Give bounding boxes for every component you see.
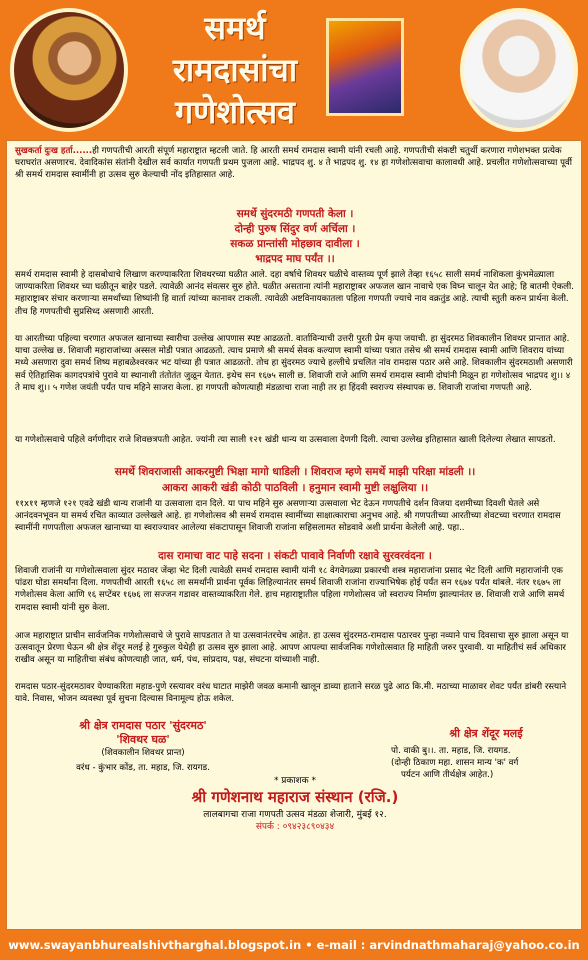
- verse2-line-2: आकरा आकरी खंडी कोठी पाठविली । हनुमान स्वामी मुष्टी लक्षुलिया ।।: [161, 482, 429, 494]
- paragraph-8: रामदास पठार-सुंदरमठावर येण्याकरिता महाड-पुणे रस्त्यावर वरंध घाटात माझेरी जवळ कमानी खालून डाव्या हाताने सरळ पुढे आठ कि.मी. मठाच्या माळावर शेवट पर्यंत डांबरी रस्त्याने यावे. निवास, भोजन व्यवस्था पूर्व सुचना दिल्यास विनामूल्य होऊ शकेल.: [15, 682, 567, 705]
- website-link[interactable]: www.swayanbhurealshivtharghal.blogspot.in: [8, 938, 302, 952]
- signature-right-name: श्री क्षेत्र शेंदूर मलई: [449, 727, 523, 740]
- verse1-line-2: दोन्ही पुरुष सिंदुर वर्ण अर्चिला ।: [234, 223, 356, 235]
- signature-left-address: वरंध - कुंभार कोंड, ता. महाड, जि. रायगड.: [76, 763, 210, 773]
- paragraph-4: या गणेशोत्सवाचे पहिले वर्गणीदार राजे शिवछत्रपती आहेत. ज्यांनी त्या साली १२१ खंडी धान्य या उत्सवाला देणगी दिली. त्याचा उल्लेख इतिहासात खाली दिलेल्या लेखात सापडतो.: [15, 435, 556, 445]
- intro-text: ही गणपतीची आरती संपूर्ण महाराष्ट्रात म्हटली जाते. हि आरती समर्थ रामदास स्वामी यांनी रचली आहे. गणपतीची संकष्टी चतुर्थी करणारा गणेशभक्त प्रत्येक घराघरांत असणारच. देवादिकांस संतांनी देखील सर्व कार्यात गणपती प्रथम पुजला आहे. भाद्रपद शु. ४ ते भाद्रपद शु. १४ हा गणेशोत्सवाचा कालावधी आहे. प्रचलीत गणेशोत्सवाच्या पूर्वी श्री समर्थ रामदास स्वामींनी हा उत्सव सुरु केल्याची नोंद इतिहासात आहे.: [15, 146, 572, 181]
- paragraph-3: या आरतीच्या पहिल्या चरणात अफजल खानाच्या स्वारीचा उल्लेख आपणास स्पष्ट आढळतो. वार्ताविन्याची उत्तरी पुरती प्रेम कृपा जयाची. हा सुंदरमठ शिवकालीन शिवथर प्रान्तात आहे. याचा उल्लेख छ. शिवाजी महाराजांच्या अस्सल मोडी पत्रात आढळतो. त्याच प्रमाणे श्री समर्थ सेवक कल्याण स्वामी यांच्या पत्रात तसेच श्री समर्थ रामदास स्वामी आणि शिवराय यांच्या मध्ये असणारा दुवा समर्थ शिष्य महाबळेश्वरकर भट यांच्या ही पत्रात आढळतो. तोच हा सुंदरमठ ज्याचे हल्लीचे प्रचलित नांव रामदास पठार असे आहे. शिवकालीन सुंदरमठाशी असणारी सर्व ऐतिहासिक कागदपत्रांचे पुरावे या स्थानाशी तंतोतंत जुळून येतात. इथेच सन १६७५ साली छ. शिवाजी राजे आणि समर्थ रामदास स्वामी दोघांनी मिळून हा गणेशोत्सव भाद्रपद शु।। ४ ते माघ शु।। ५ गणेश जयंती पर्यंत पाच महिने साजरा केला. हा गणपती कोणत्याही मंडळाचा राजा नाही तर हा हिंदवी स्वराज्य संस्थापक छ. शिवाजी राजांचा गणपती आहे.: [15, 334, 573, 393]
- publisher-contact: संपर्क : ०९४२३८९०४३४: [255, 822, 335, 832]
- intro-paragraph: [15, 145, 575, 182]
- signature-left: [33, 719, 253, 774]
- bullet-separator: •: [305, 938, 317, 952]
- verse1-line-1: समर्थे सुंदरमठी गणपती केला ।: [236, 208, 354, 220]
- content-panel: [6, 140, 582, 930]
- paragraph-2: समर्थ रामदास स्वामी हे दासबोधाचे लिखाण करण्याकरिता शिवथरच्या घळीत आले. दहा वर्षाचे शिवथर घळीचे वास्तव्य पूर्ण झाले तेव्हा १६५८ साली समर्थ नाशिकला कुंभमेळ्याला जाण्याकरिता शिवथर च्या घळीतून बाहेर पडले. त्यावेळी आनंद संवत्सर सुरु होते. घळीत असताना त्यांनी महाराष्ट्राबर अफजल खान नावाचे एक विघ्न चालून येत आहे; हि बातमी ऐकली. महाराष्ट्राबर संचार करणाऱ्या समर्थांच्या शिष्यांनी हि वार्ता त्यांच्या कानावर टाकली. त्यावेळी अष्टविनायकातला पहिला गणपती ज्याचे नाव वक्रतुंड आहे. त्याची स्तुती करुन प्रार्थना केली. तीच हि गणपतीची सुप्रसिध्द असणारी आरती.: [15, 270, 574, 317]
- publisher-address: लालबागचा राजा गणपती उत्सव मंडळा शेजारी, मुंबई १२.: [203, 810, 387, 820]
- footer-bar: [0, 930, 588, 960]
- maharaj-portrait-image: [460, 8, 578, 132]
- shivaji-portrait-image: [10, 8, 128, 132]
- signature-left-name: श्री क्षेत्र रामदास पठार 'सुंदरमठ': [79, 719, 207, 732]
- signature-right: [391, 727, 581, 781]
- paragraph-5: ११x११ म्हणजे १२१ एवढे खंडी धान्य राजांनी या उत्सवाला दान दिले. या पाच महिने सुरु असणाऱ्या उत्सवाला भेट देऊन गणपतीचे दर्शन विजया दशमीच्या दिवशी घेतले असे आनंदवनभूवन या समर्थ रचित काव्यात उल्लेखले आहे. हा गणेशोत्सव श्री समर्थ रामदास स्वामींच्या साक्षात्काराचा अनुभव आहे. श्री गणपतीच्या आरतीच्या शेवटच्या चरणात रामदास स्वामींनी गणपतीला अफजल खानाच्या या स्वराज्यावर आलेल्या संकटापासून शिवाजी राजांना सहिसलामत सोडवावे अशी प्रार्थना केलेली आहे. पहा..: [15, 499, 561, 534]
- signature-right-note-1: (दोन्ही ठिकाण महा. शासन मान्य 'क' वर्ग: [391, 758, 519, 768]
- signature-left-subtitle: 'शिवथर घळ': [116, 733, 170, 746]
- signature-right-address: पो. वाकी बु।।. ता. महाड, जि. रायगड.: [391, 746, 511, 756]
- title-line-2: रामदासांचा: [172, 51, 298, 89]
- verse3-line: दास रामाचा वाट पाहे सदना । संकटी पावावे निर्वाणी रक्षावे सुरवरवंदना ।: [158, 550, 432, 562]
- title-line-1: समर्थ: [204, 9, 266, 47]
- intro-lead: सुखकर्ता दुःख हर्ता......: [15, 146, 93, 156]
- verse2-line-1: समर्थे शिवराजासी आकरमुष्टी भिक्षा मागो धाडिली । शिवराज म्हणे समर्थे माझी परिक्षा मांडली ।।: [114, 466, 476, 478]
- samarth-ganpati-image: [326, 18, 404, 116]
- verse1-line-4: भाद्रपद माघ पर्यंत ।।: [255, 253, 335, 265]
- signature-right-note-2: पर्यटन आणि तीर्थक्षेत्र आहेत.): [401, 770, 494, 780]
- header-banner: [0, 0, 588, 140]
- email-label: e-mail :: [316, 938, 366, 952]
- title-line-3: गणेशोत्सव: [175, 93, 295, 131]
- paragraph-7: आज महाराष्ट्रात प्राचीन सार्वजनिक गणेशोत्सवाचे जे पुरावे सापडतात ते या उत्सवानंतरचेच आहेत. हा उत्सव सुंदरमठ-रामदास पठारवर पुन्हा नव्याने पाच दिवसाचा सुरु झाला असून या उत्सवातून प्रेरणा घेऊन श्री क्षेत्र शेंदूर मलई हे गुरुकुल येथेही हा उत्सव सुरु झाला आहे. आपण आपल्या सार्वजनिक गणेशोत्सवात हि माहिती जरुर पुरवावी. या माहितीचं सर्व अधिकार राखीव असून या माहितीचा संबंध कोणत्याही जात, धर्म, पंथ, सांप्रदाय, पक्ष, संघटना यांच्याशी नाही.: [15, 631, 569, 666]
- email-link[interactable]: arvindnathmaharaj@yahoo.co.in: [369, 938, 580, 952]
- verse1-line-3: सकळ प्रान्तांसी मोहछाव दावीला ।: [230, 238, 360, 250]
- paragraph-6: शिवाजी राजांनी या गणेशोत्सवाला सुंदर मठावर जेंव्हा भेट दिली त्यावेळी समर्थ रामदास स्वामी यांनी १८ वेगवेगळ्या प्रकारची शस्त्र महाराजांना प्रसाद भेट दिली आणि महाराजांनी एक पांढरा घोडा समर्थांना दिला. गणपतीची आरती १६५८ ला समर्थांनी प्रार्थना पूर्वक लिहिल्यानंतर समर्थ शिवाजी राजांना राज्याभिषेक होई पर्यंत सन १६७४ पर्यंत थांबले. नंतर १६७५ ला गणेशोत्सव केला आणि १६ सप्टेंबर १६७६ ला सज्जन गडावर वास्तव्याकरिता गेले. हाच महाराष्ट्रातील पहिला गणेशोत्सव जो स्वराज्य निर्माण झाल्यानंतर छ. शिवाजी राजे आणि समर्थ रामदास स्वामी यांनी सुरु केला.: [15, 566, 565, 613]
- publisher-label: * प्रकाशक *: [273, 776, 317, 786]
- publisher-name: श्री गणेशनाथ महाराज संस्थान (रजि.): [191, 788, 399, 806]
- signature-left-note: (शिवकालीन शिवथर प्रान्त): [101, 748, 185, 758]
